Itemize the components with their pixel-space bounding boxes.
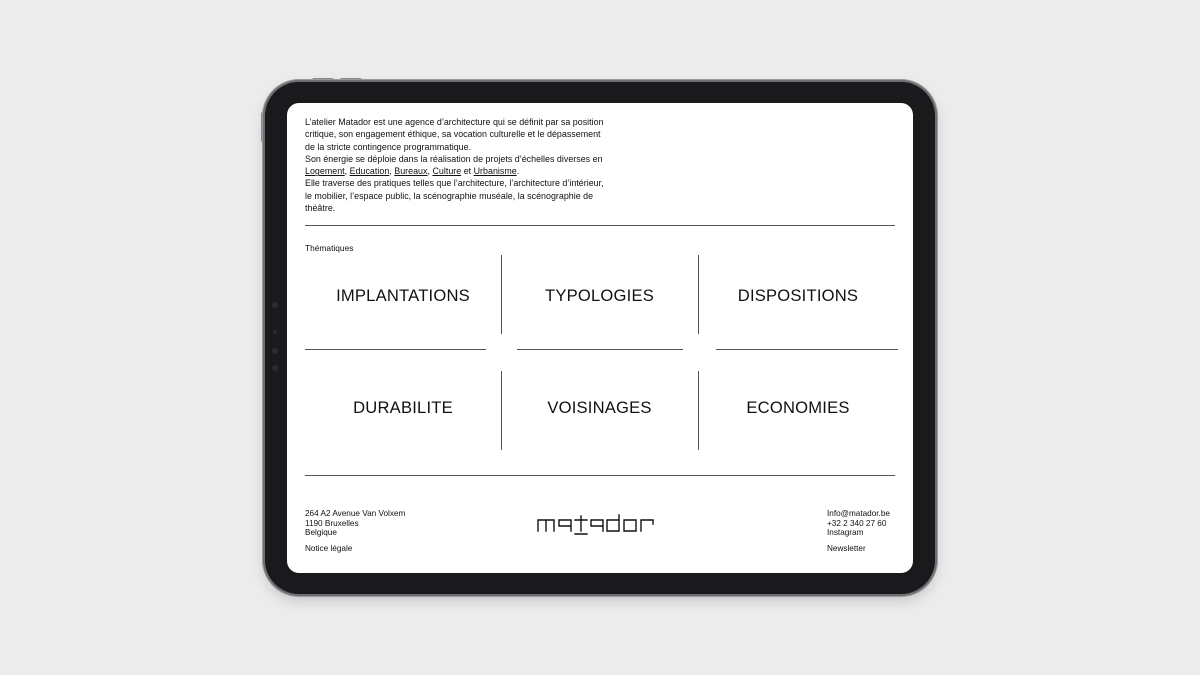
separator: , — [344, 166, 350, 177]
address-street: 264 A2 Avenue Van Volxem — [305, 509, 406, 518]
separator: . — [516, 166, 520, 177]
theme-typologies[interactable]: TYPOLOGIES — [545, 286, 654, 305]
sensor-dot — [272, 348, 278, 354]
sensor-dot — [273, 330, 277, 334]
theme-dispositions[interactable]: DISPOSITIONS — [737, 286, 859, 305]
legal-link[interactable]: Notice légale — [305, 544, 353, 553]
link-urbanisme[interactable]: Urbanisme — [473, 166, 517, 177]
link-bureaux[interactable]: Bureaux — [394, 166, 428, 177]
instagram-link[interactable]: Instagram — [827, 528, 864, 537]
tablet-screen — [287, 103, 913, 573]
contact-block — [827, 509, 890, 538]
address-block — [305, 509, 405, 538]
grid-divider — [716, 349, 898, 350]
section-label: Thématiques — [305, 243, 354, 253]
matador-logo[interactable] — [537, 514, 665, 536]
sensor-dot — [272, 365, 278, 371]
newsletter-link[interactable]: Newsletter — [827, 544, 866, 553]
intro-text: Elle traverse des pratiques telles que l’architecture, l’architecture d’intérieur, le mobilier, l’espace public, la scénographie muséale, la scénographie de théâtre. — [305, 178, 604, 214]
theme-implantations[interactable]: IMPLANTATIONS — [336, 286, 470, 305]
divider — [305, 475, 895, 476]
link-culture[interactable]: Culture — [432, 166, 462, 177]
separator: , — [427, 166, 433, 177]
phone-text: +32 2 340 27 60 — [827, 518, 887, 528]
intro-text: L’atelier Matador est une agence d’architecture qui se définit par sa position critique, son engagement éthique, sa vocation culturelle et le dépassement de la stricte contingence programmatique. — [305, 117, 604, 152]
grid-divider — [517, 349, 683, 350]
theme-economies[interactable]: ECONOMIES — [746, 398, 850, 417]
theme-durabilite[interactable]: DURABILITE — [353, 398, 453, 417]
email-link[interactable]: Info@matador.be — [827, 509, 890, 518]
address-city: 1190 Bruxelles — [305, 518, 359, 528]
intro-paragraph — [305, 116, 605, 214]
camera-dot — [272, 302, 278, 308]
separator: , — [389, 166, 395, 177]
link-logement[interactable]: Logement — [305, 166, 345, 177]
grid-divider — [305, 349, 486, 350]
address-country: Belgique — [305, 528, 337, 537]
link-education[interactable]: Education — [349, 166, 390, 177]
intro-text: Son énergie se déploie dans la réalisation de projets d’échelles diverses en — [305, 153, 603, 164]
divider — [305, 225, 895, 226]
separator: et — [461, 166, 474, 177]
theme-voisinages[interactable]: VOISINAGES — [547, 398, 652, 417]
